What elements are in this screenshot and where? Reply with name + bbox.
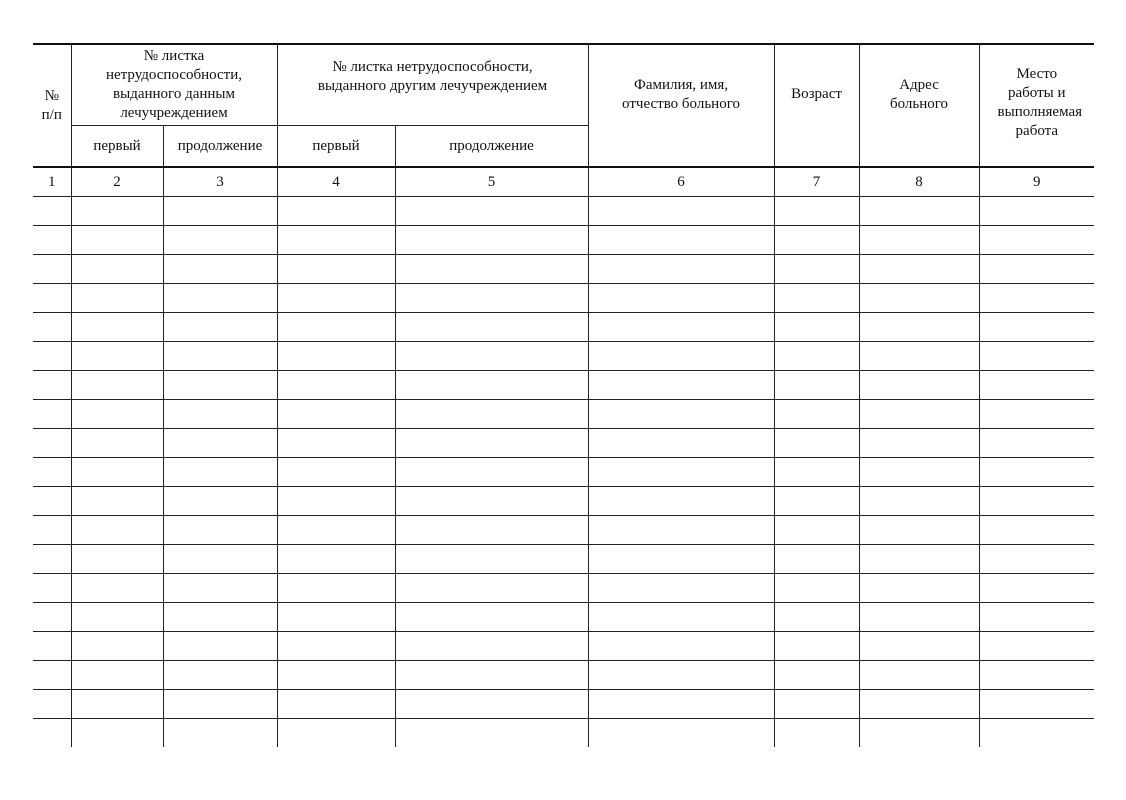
table-body <box>33 167 1094 747</box>
table-cell <box>859 545 979 574</box>
table-cell <box>163 226 277 255</box>
table-cell <box>395 545 588 574</box>
table-cell <box>277 197 395 226</box>
table-cell <box>33 661 71 690</box>
header-address <box>859 44 979 167</box>
table-cell <box>163 429 277 458</box>
table-cell <box>395 632 588 661</box>
table-cell <box>71 429 163 458</box>
table-cell <box>163 545 277 574</box>
table-cell <box>979 371 1094 400</box>
table-cell <box>979 458 1094 487</box>
table-cell <box>395 197 588 226</box>
table-cell <box>774 603 859 632</box>
table-cell <box>33 516 71 545</box>
header-own-first: первый <box>71 126 163 168</box>
table-cell <box>774 458 859 487</box>
table-cell <box>588 313 774 342</box>
table-row <box>33 719 1094 748</box>
column-number: 8 <box>859 167 979 197</box>
table-cell <box>979 284 1094 313</box>
table-row <box>33 603 1094 632</box>
table-cell <box>588 661 774 690</box>
header-other-continuation: продолжение <box>395 126 588 168</box>
table-cell <box>395 719 588 748</box>
table-row <box>33 429 1094 458</box>
table-cell <box>395 255 588 284</box>
table-cell <box>588 255 774 284</box>
header-own-sheet-label: № листка нетрудоспособности, выданного данным лечучреждением <box>105 48 243 121</box>
table-cell <box>395 313 588 342</box>
table-cell <box>33 284 71 313</box>
table-cell <box>774 255 859 284</box>
table-cell <box>33 342 71 371</box>
table-cell <box>859 719 979 748</box>
table-cell <box>395 371 588 400</box>
table-cell <box>979 313 1094 342</box>
column-number: 4 <box>277 167 395 197</box>
table-cell <box>774 371 859 400</box>
column-number: 5 <box>395 167 588 197</box>
table-cell <box>588 516 774 545</box>
table-row <box>33 284 1094 313</box>
table-row <box>33 255 1094 284</box>
table-cell <box>33 690 71 719</box>
register-table <box>33 43 1094 747</box>
header-full-name-label: Фамилия, имя, отчество больного <box>622 76 740 112</box>
header-address-label: Адрес больного <box>889 76 949 112</box>
table-cell <box>277 545 395 574</box>
column-number: 9 <box>979 167 1094 197</box>
table-cell <box>277 226 395 255</box>
table-cell <box>859 574 979 603</box>
table-cell <box>859 429 979 458</box>
column-number-row <box>33 167 1094 197</box>
table-cell <box>588 284 774 313</box>
table-cell <box>859 690 979 719</box>
table-cell <box>395 661 588 690</box>
table-cell <box>588 545 774 574</box>
table-cell <box>277 255 395 284</box>
table-cell <box>395 574 588 603</box>
table-cell <box>163 574 277 603</box>
table-row <box>33 516 1094 545</box>
table-cell <box>71 516 163 545</box>
table-cell <box>277 284 395 313</box>
table-cell <box>979 400 1094 429</box>
table-cell <box>588 632 774 661</box>
table-cell <box>395 516 588 545</box>
table-cell <box>277 487 395 516</box>
table-row <box>33 545 1094 574</box>
header-own-sheet-group <box>71 44 277 126</box>
table-cell <box>277 661 395 690</box>
table-cell <box>71 690 163 719</box>
table-cell <box>33 429 71 458</box>
table-row <box>33 632 1094 661</box>
table-cell <box>588 458 774 487</box>
table-cell <box>277 632 395 661</box>
table-cell <box>859 603 979 632</box>
table-cell <box>163 516 277 545</box>
table-cell <box>71 342 163 371</box>
table-row <box>33 197 1094 226</box>
table-cell <box>859 400 979 429</box>
table-row <box>33 371 1094 400</box>
header-full-name <box>588 44 774 167</box>
table-cell <box>71 284 163 313</box>
table-cell <box>774 661 859 690</box>
table-row <box>33 226 1094 255</box>
table-row <box>33 313 1094 342</box>
column-number: 2 <box>71 167 163 197</box>
table-cell <box>859 516 979 545</box>
table-cell <box>774 545 859 574</box>
table-row <box>33 690 1094 719</box>
header-workplace <box>979 44 1094 167</box>
table-cell <box>33 719 71 748</box>
table-cell <box>774 574 859 603</box>
table-cell <box>33 255 71 284</box>
table-cell <box>33 371 71 400</box>
table-cell <box>277 313 395 342</box>
table-cell <box>859 342 979 371</box>
table-cell <box>71 255 163 284</box>
table-cell <box>71 545 163 574</box>
table-cell <box>395 342 588 371</box>
table-cell <box>33 458 71 487</box>
table-cell <box>163 487 277 516</box>
table-cell <box>588 719 774 748</box>
table-cell <box>71 458 163 487</box>
table-cell <box>395 690 588 719</box>
table-cell <box>277 429 395 458</box>
table-cell <box>33 197 71 226</box>
table-cell <box>71 197 163 226</box>
table-cell <box>774 719 859 748</box>
table-cell <box>33 400 71 429</box>
table-cell <box>71 632 163 661</box>
table-cell <box>588 371 774 400</box>
table-cell <box>33 226 71 255</box>
table-cell <box>588 400 774 429</box>
table-cell <box>979 661 1094 690</box>
table-cell <box>588 197 774 226</box>
table-cell <box>277 371 395 400</box>
table-cell <box>588 487 774 516</box>
table-cell <box>979 226 1094 255</box>
table-cell <box>277 458 395 487</box>
table-cell <box>33 545 71 574</box>
table-cell <box>979 516 1094 545</box>
column-number: 3 <box>163 167 277 197</box>
header-workplace-label: Место работы и выполняемая работа <box>997 65 1083 139</box>
table-cell <box>395 226 588 255</box>
register-form <box>33 43 1094 747</box>
table-cell <box>163 284 277 313</box>
table-cell <box>774 342 859 371</box>
table-cell <box>71 719 163 748</box>
table-row <box>33 458 1094 487</box>
table-cell <box>33 603 71 632</box>
table-cell <box>33 313 71 342</box>
table-cell <box>395 487 588 516</box>
table-cell <box>33 487 71 516</box>
table-cell <box>979 342 1094 371</box>
table-cell <box>859 661 979 690</box>
table-cell <box>71 603 163 632</box>
table-cell <box>163 603 277 632</box>
table-cell <box>33 632 71 661</box>
table-row <box>33 342 1094 371</box>
table-cell <box>277 603 395 632</box>
table-cell <box>163 313 277 342</box>
table-cell <box>395 429 588 458</box>
table-cell <box>774 487 859 516</box>
table-cell <box>71 313 163 342</box>
table-cell <box>774 400 859 429</box>
table-cell <box>588 574 774 603</box>
table-cell <box>979 545 1094 574</box>
header-index-label: № п/п <box>41 87 62 123</box>
table-cell <box>588 429 774 458</box>
table-cell <box>774 226 859 255</box>
table-cell <box>395 284 588 313</box>
table-cell <box>859 313 979 342</box>
table-cell <box>859 487 979 516</box>
table-cell <box>979 487 1094 516</box>
table-cell <box>277 690 395 719</box>
table-row <box>33 661 1094 690</box>
table-cell <box>71 400 163 429</box>
table-cell <box>163 197 277 226</box>
header-own-continuation: продолжение <box>163 126 277 168</box>
table-cell <box>859 197 979 226</box>
table-cell <box>163 342 277 371</box>
table-row <box>33 487 1094 516</box>
table-cell <box>163 719 277 748</box>
table-cell <box>163 661 277 690</box>
table-cell <box>859 458 979 487</box>
table-cell <box>979 255 1094 284</box>
table-cell <box>277 574 395 603</box>
table-cell <box>774 429 859 458</box>
table-cell <box>979 632 1094 661</box>
table-cell <box>774 690 859 719</box>
column-number: 6 <box>588 167 774 197</box>
table-cell <box>163 690 277 719</box>
header-other-sheet-group <box>277 44 588 126</box>
header-other-sheet-label: № листка нетрудоспособности, выданного другим лечучреждением <box>317 59 548 94</box>
table-cell <box>979 574 1094 603</box>
table-cell <box>859 255 979 284</box>
table-cell <box>71 487 163 516</box>
column-number: 7 <box>774 167 859 197</box>
table-cell <box>774 197 859 226</box>
table-cell <box>859 632 979 661</box>
table-cell <box>859 371 979 400</box>
table-cell <box>163 632 277 661</box>
table-cell <box>163 371 277 400</box>
table-cell <box>163 458 277 487</box>
header-other-first: первый <box>277 126 395 168</box>
table-cell <box>588 226 774 255</box>
table-cell <box>71 661 163 690</box>
table-cell <box>277 342 395 371</box>
table-cell <box>163 255 277 284</box>
table-row <box>33 400 1094 429</box>
table-cell <box>395 603 588 632</box>
table-cell <box>979 690 1094 719</box>
table-row <box>33 574 1094 603</box>
table-cell <box>979 197 1094 226</box>
table-cell <box>71 574 163 603</box>
header-age-label: Возраст <box>791 86 842 102</box>
table-cell <box>71 226 163 255</box>
table-cell <box>774 516 859 545</box>
table-cell <box>979 429 1094 458</box>
header-age <box>774 44 859 167</box>
table-cell <box>277 719 395 748</box>
table-cell <box>277 400 395 429</box>
table-cell <box>33 574 71 603</box>
table-cell <box>774 284 859 313</box>
table-cell <box>774 632 859 661</box>
table-cell <box>395 400 588 429</box>
table-cell <box>979 603 1094 632</box>
table-cell <box>588 603 774 632</box>
table-cell <box>979 719 1094 748</box>
table-cell <box>277 516 395 545</box>
table-cell <box>71 371 163 400</box>
header-index <box>33 44 71 167</box>
table-cell <box>859 226 979 255</box>
table-cell <box>395 458 588 487</box>
table-cell <box>859 284 979 313</box>
table-cell <box>588 690 774 719</box>
table-cell <box>588 342 774 371</box>
table-cell <box>163 400 277 429</box>
column-number: 1 <box>33 167 71 197</box>
table-cell <box>774 313 859 342</box>
